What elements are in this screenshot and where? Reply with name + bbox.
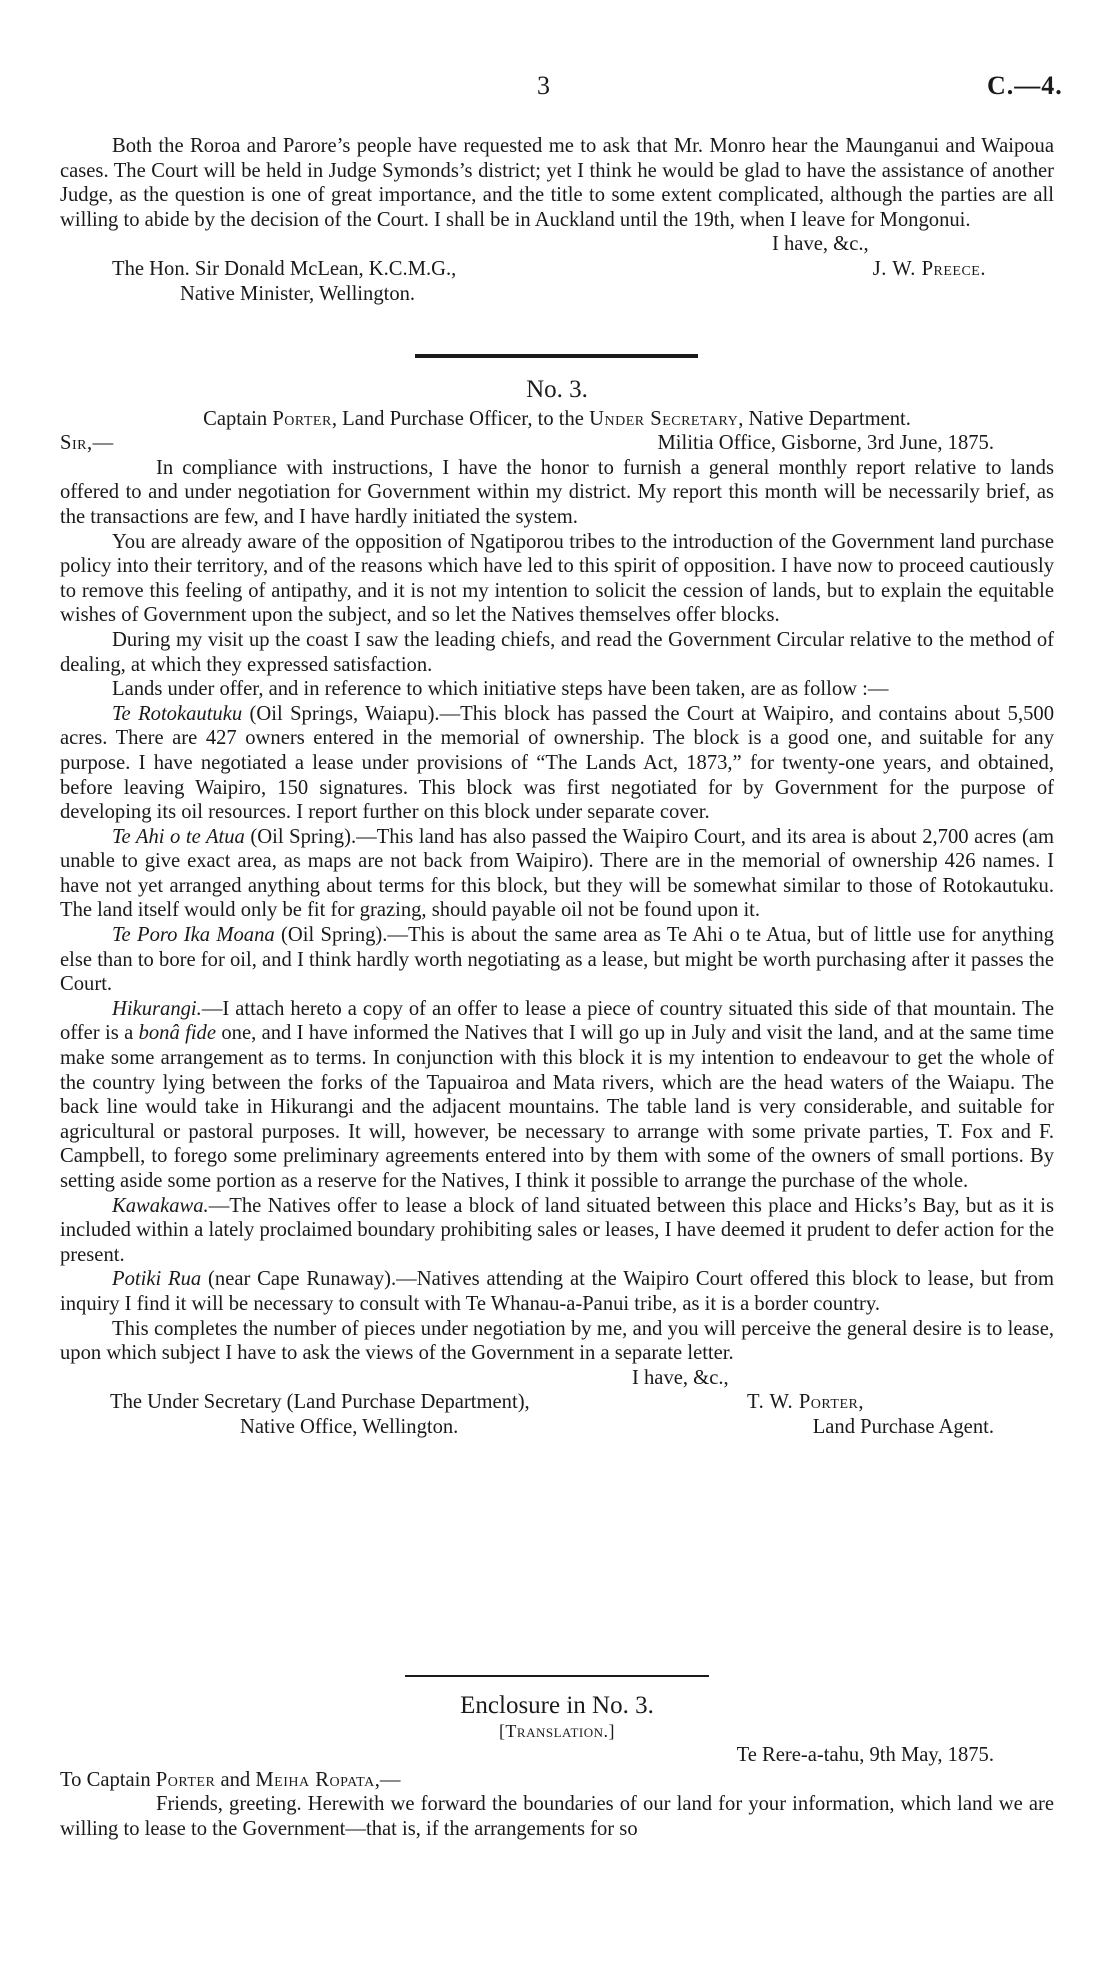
paragraph-text: (Oil Spring).—This is about the same area as Te Ahi o te Atua, but of little use for anything else than to bore for oil, and I think hardly worth negotiating as a lease, but might be worth purchasing after it passes the Court. xyxy=(60,924,1054,996)
salutation-row xyxy=(60,431,1054,456)
to-part: and xyxy=(220,1768,251,1791)
enclosure-to xyxy=(60,1768,1054,1793)
translation-label: [Translation.] xyxy=(498,1720,616,1741)
paragraph: During my visit up the coast I saw the leading chiefs, and read the Government Circular relative to the method of dealing, at which they expressed satisfaction. xyxy=(60,628,1054,676)
block-name: Hikurangi. xyxy=(112,997,202,1020)
preece-addressee-row xyxy=(60,257,1054,282)
subtitle-name: Porter xyxy=(272,407,332,430)
porter-signature: T. W. Porter, xyxy=(747,1391,864,1414)
porter-closing: I have, &c., xyxy=(632,1366,729,1389)
paragraph-text: (near Cape Runaway).—Natives attending at the Waipiro Court offered this block to lease, but from inquiry I find it will be necessary to consult with Te Whanau-a-Panui tribe, as it is a border country. xyxy=(60,1268,1054,1315)
no3-letter xyxy=(60,378,1054,1440)
section-divider xyxy=(405,1675,709,1677)
paragraph-text: (Oil Springs, Waiapu).—This block has passed the Court at Waipiro, and contains about 5,500 acres. There are 427 owners entered in the memorial of ownership. The block is a good one, and suitable for any purpose. I have negotiated a lease under provisions of “The Lands Act, 1873,” for twenty-one years, and obtained, before leaving Waipiro, 150 signatures. This block was first negotiated for by Government for the purpose of developing its oil resources. I report further on this block under separate cover. xyxy=(60,702,1055,824)
paragraph: This completes the number of pieces under negotiation by me, and you will perceive the general desire is to lease, upon which subject I have to ask the views of the Government in a separate letter. xyxy=(60,1317,1054,1365)
subtitle-recipient: Under Secretary xyxy=(589,407,739,430)
block-name: Te Rotokautuku xyxy=(112,702,243,725)
subtitle-part: , Land Purchase Officer, to the xyxy=(331,407,584,430)
paragraph xyxy=(60,702,1054,825)
page-number: 3 xyxy=(537,71,550,100)
paragraph xyxy=(60,1194,1054,1268)
porter-addressee-row xyxy=(60,1390,1054,1415)
enclosure-place-date: Te Rere-a-tahu, 9th May, 1875. xyxy=(736,1744,994,1767)
to-part: To Captain xyxy=(60,1768,151,1791)
enclosure-title: Enclosure in No. 3. xyxy=(460,1692,654,1719)
porter-signature-title: Land Purchase Agent. xyxy=(812,1415,994,1438)
block-name: Kawakawa. xyxy=(112,1194,209,1217)
enclosure-body: Friends, greeting. Herewith we forward the boundaries of our land for your information, which land we are willing to lease to the Government—that is, if the arrangements for so xyxy=(60,1793,1054,1840)
salutation: Sir,— xyxy=(60,432,114,455)
paragraph-text: (Oil Spring).—This land has also passed the Waipiro Court, and its area is about 2,700 acres (am unable to give exact area, as maps are not back from Waipiro). There are in the memorial of ownership 426 names. I have not yet arranged anything about terms for this block, but they will be somewhat similar to those of Rotokautuku. The land itself would only be fit for grazing, should payable oil not be found upon it. xyxy=(60,825,1054,922)
to-part: ,— xyxy=(374,1768,401,1791)
preece-letter-body: Both the Roroa and Parore’s people have requested me to ask that Mr. Monro hear the Maunganui and Waipoua cases. The Court will be held in Judge Symonds’s district; yet I think he would be glad to have the assistance of another Judge, as the question is one of great importance, and the title to some extent complicated, although the parties are all willing to abide by the decision of the Court. I shall be in Auckland until the 19th, when I leave for Mongonui. xyxy=(60,135,1054,231)
preece-letter xyxy=(60,134,1054,306)
paragraph: You are already aware of the opposition of Ngatiporou tribes to the introduction of the Government land purchase policy into their territory, and of the reasons which have led to this spirit of opposition. I have now to proceed cautiously to remove this feeling of antipathy, and it is not my intention to solicit the cession of lands, but to explain the equitable wishes of Government upon the subject, and so let the Natives themselves offer blocks. xyxy=(60,530,1054,627)
paragraph-text: —I attach hereto a copy of an offer to lease a piece of country situated this side of that mountain. The offer is a xyxy=(60,997,1054,1045)
no3-subtitle xyxy=(60,407,1054,432)
document-code: C.—4. xyxy=(987,71,1063,100)
paragraph xyxy=(60,997,1054,1194)
preece-addressee-line1: The Hon. Sir Donald McLean, K.C.M.G., xyxy=(112,257,457,280)
paragraph-text: —The Natives offer to lease a block of land situated between this place and Hicks’s Bay, but as it is included within a lately proclaimed boundary prohibiting sales or leases, I have deemed it prudent to defer action for the present. xyxy=(60,1194,1054,1266)
preece-addressee-line2: Native Minister, Wellington. xyxy=(180,282,416,305)
porter-addressee-line1: The Under Secretary (Land Purchase Department), xyxy=(110,1391,530,1414)
section-divider xyxy=(415,354,698,358)
paragraph xyxy=(60,1267,1054,1316)
paragraph xyxy=(60,923,1054,997)
preece-signature: J. W. Preece. xyxy=(872,257,986,280)
paragraph: In compliance with instructions, I have the honor to furnish a general monthly report relative to lands offered to and under negotiation for Government within my district. My report this month will be necessarily brief, as the transactions are few, and I have hardly initiated the system. xyxy=(60,456,1054,528)
paragraph xyxy=(60,825,1054,923)
no3-title: No. 3. xyxy=(526,376,588,403)
paragraph-text: one, and I have informed the Natives that I will go up in July and visit the land, and at the same time make some arrangement as to terms. In conjunction with this block it is my intention to endeavour to get the whole of the country lying between the forks of the Tapuairoa and Mata rivers, which are the head waters of the Waiapu. The back line would take in Hikurangi and the adjacent mountains. The table land is very considerable, and suitable for agricultural or pastoral purposes. It will, however, be necessary to arrange with some private parties, T. Fox and F. Campbell, to forego some preliminary agreements entered into by them with some of the owners of small portions. By setting aside some portion as a reserve for the Natives, I think it possible to arrange the purchase of the whole. xyxy=(60,1022,1054,1192)
to-name: Meiha Ropata xyxy=(255,1768,375,1791)
place-date: Militia Office, Gisborne, 3rd June, 1875. xyxy=(657,432,994,455)
italic-phrase: bonâ fide xyxy=(138,1022,216,1045)
preece-closing: I have, &c., xyxy=(772,233,869,256)
block-name: Te Ahi o te Atua xyxy=(112,825,245,848)
porter-addressee-row2 xyxy=(60,1415,1054,1440)
paragraph: Lands under offer, and in reference to which initiative steps have been taken, are as follow :— xyxy=(112,678,889,701)
enclosure xyxy=(60,1694,1054,1842)
block-name: Te Poro Ika Moana xyxy=(112,924,275,947)
block-name: Potiki Rua xyxy=(112,1268,202,1291)
porter-addressee-line2: Native Office, Wellington. xyxy=(240,1415,459,1438)
to-name: Porter xyxy=(155,1768,216,1791)
subtitle-part: , Native Department. xyxy=(738,407,911,430)
subtitle-part: Captain xyxy=(203,407,268,430)
